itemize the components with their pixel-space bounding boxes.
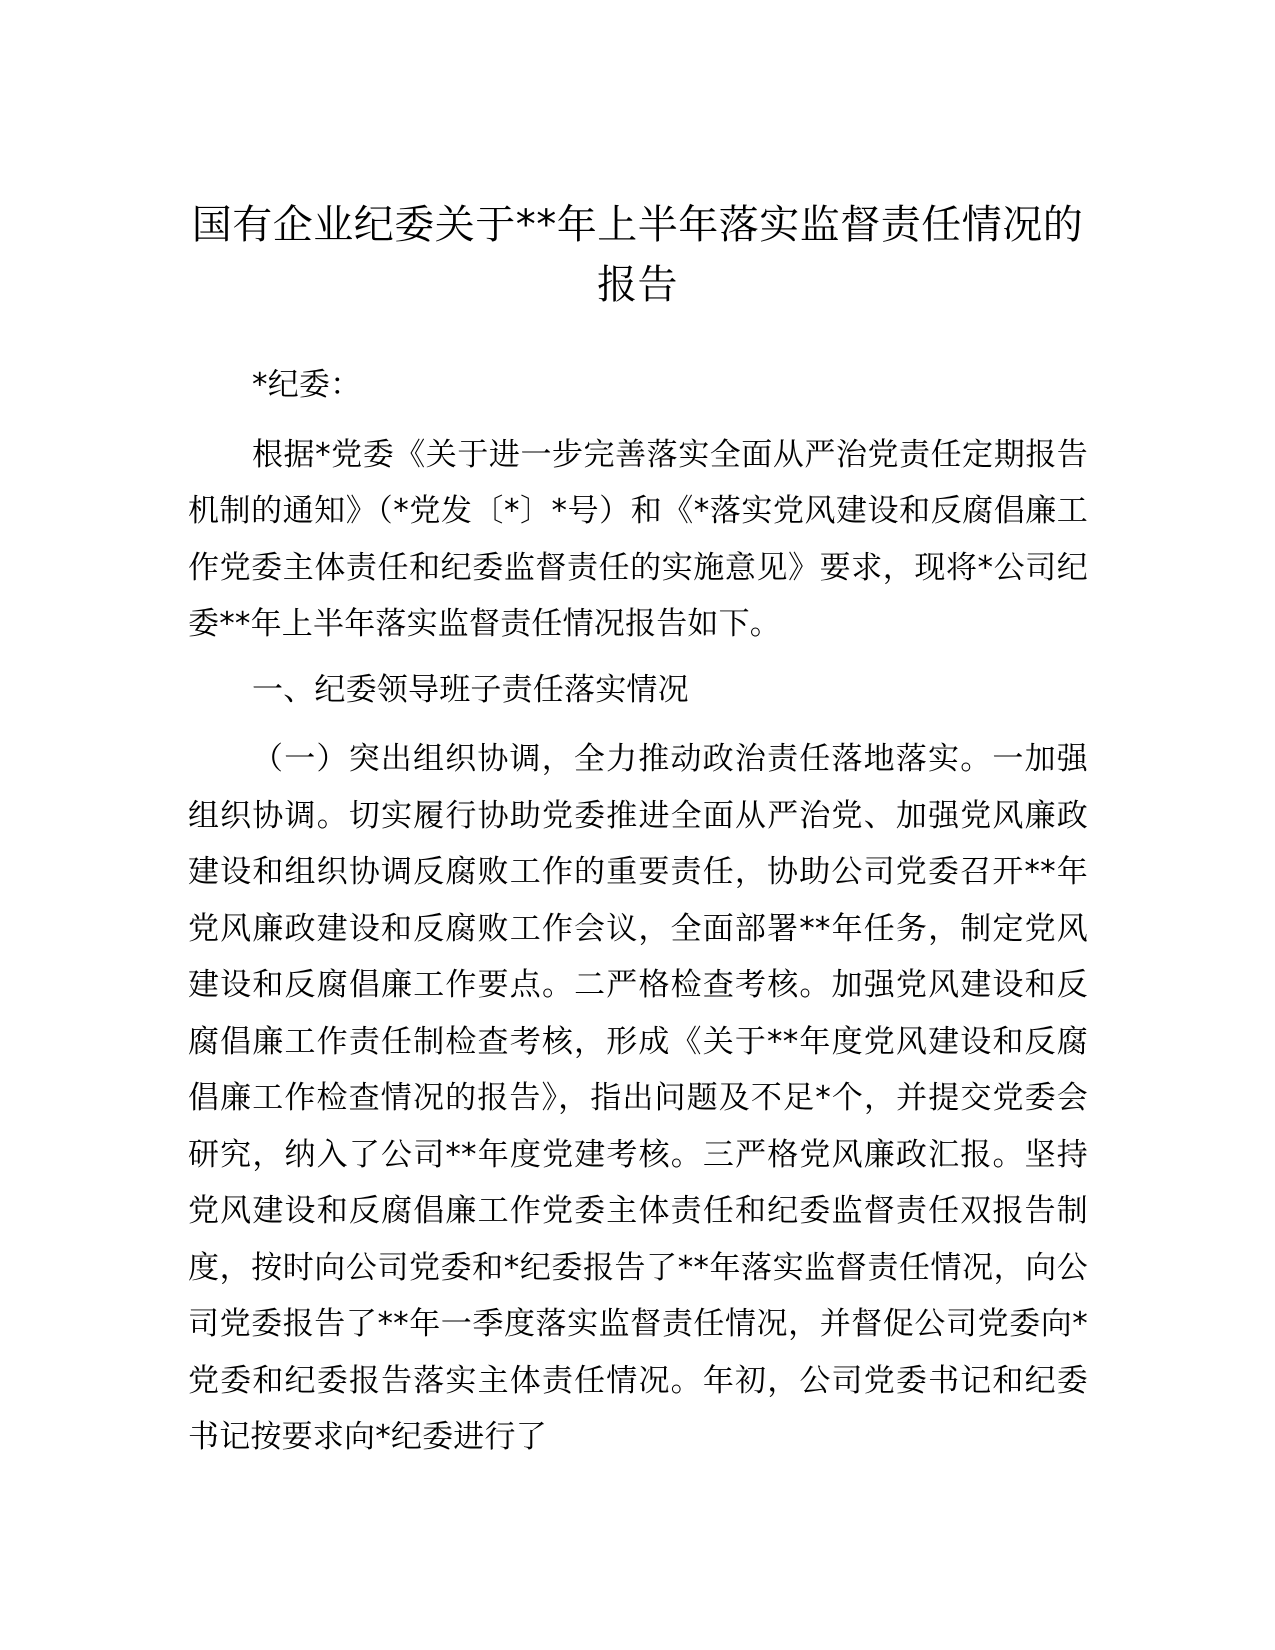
section-heading: 一、纪委领导班子责任落实情况 <box>252 671 689 708</box>
salutation: *纪委： <box>252 367 362 403</box>
intro-paragraph: 根据*党委《关于进一步完善落实全面从严治党责任定期报告机制的通知》（*党发〔*〕*号）和《*落实党风建设和反腐倡廉工作党委主体责任和纪委监督责任的实施意见》要求，现将*公司纪委**年上半年落实监督责任情况报告如下。 <box>188 436 1088 642</box>
subsection-paragraph: （一）突出组织协调，全力推动政治责任落地落实。一加强组织协调。切实履行协助党委推进全面从严治党、加强党风廉政建设和组织协调反腐败工作的重要责任，协助公司党委召开**年党风廉政建设和反腐败工作会议，全面部署**年任务，制定党风建设和反腐倡廉工作要点。二严格检查考核。加强党风建设和反腐倡廉工作责任制检查考核，形成《关于**年度党风建设和反腐倡廉工作检查情况的报告》，指出问题及不足*个，并提交党委会研究，纳入了公司**年度党建考核。三严格党风廉政汇报。坚持党风建设和反腐倡廉工作党委主体责任和纪委监督责任双报告制度，按时向公司党委和*纪委报告了**年落实监督责任情况，向公司党委报告了**年一季度落实监督责任情况，并督促公司党委向*党委和纪委报告落实主体责任情况。年初，公司党委书记和纪委书记按要求向*纪委进行了 <box>188 741 1088 1455</box>
document-title: 国有企业纪委关于**年上半年落实监督责任情况的报告 <box>191 202 1084 308</box>
document-body <box>188 357 1088 1475</box>
